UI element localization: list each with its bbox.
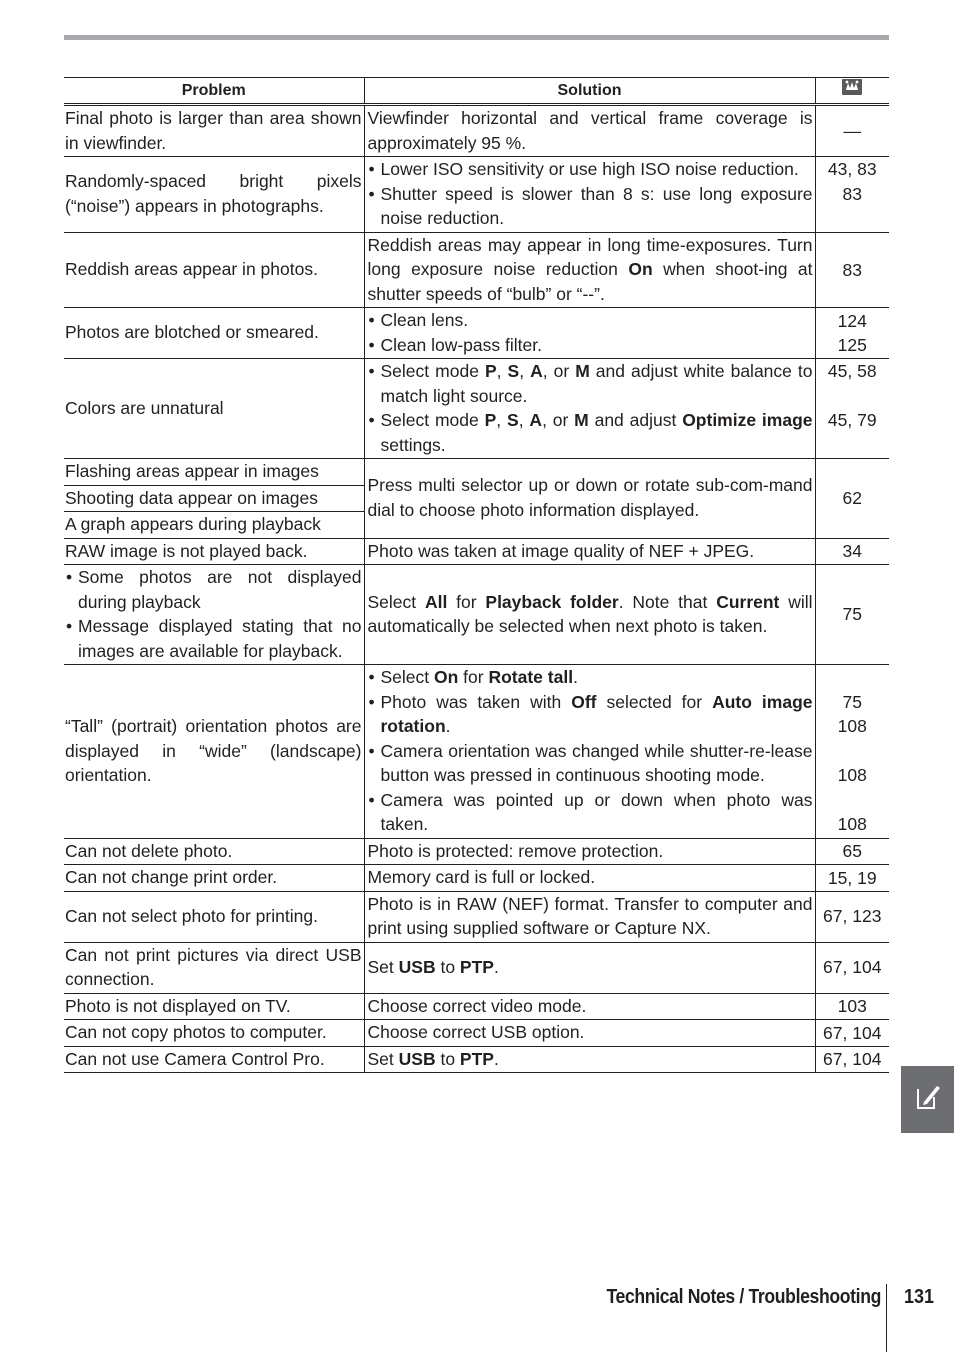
- table-row: [64, 157, 889, 233]
- table-row: [64, 1020, 889, 1047]
- page-ref: 83: [842, 183, 862, 204]
- table-row: [64, 538, 889, 565]
- solution-cell: Photo is in RAW (NEF) format. Transfer to computer and print using supplied software or Capture NX.: [364, 891, 815, 942]
- table-row: [64, 1046, 889, 1073]
- page-cell: [815, 359, 889, 459]
- page-ref: 45, 79: [827, 410, 877, 430]
- solution-cell: [364, 359, 815, 459]
- table-row: [64, 838, 889, 865]
- table-row: [64, 459, 889, 486]
- problem-cell: Can not delete photo.: [64, 838, 364, 865]
- problem-cell: RAW image is not played back.: [64, 538, 364, 565]
- problem-cell: Reddish areas appear in photos.: [64, 232, 364, 308]
- solution-item: • Clean lens.: [368, 308, 813, 333]
- problem-cell: Photo is not displayed on TV.: [64, 993, 364, 1020]
- troubleshooting-table: [64, 77, 889, 1073]
- solution-cell: Photo is protected: remove protection.: [364, 838, 815, 865]
- problem-cell: Flashing areas appear in images: [64, 459, 364, 486]
- page-cell: [815, 665, 889, 839]
- page-cell: 15, 19: [815, 865, 889, 892]
- page-reference-icon: [841, 78, 863, 103]
- solution-item: • Select On for Rotate tall.: [368, 665, 813, 690]
- solution-cell: Set USB to PTP.: [364, 1046, 815, 1073]
- table-header-row: [64, 78, 889, 105]
- table-row: [64, 942, 889, 993]
- solution-cell: Press multi selector up or down or rotate sub-com-mand dial to choose photo information displayed.: [364, 459, 815, 539]
- solution-item: • Camera orientation was changed while shutter-re-lease button was pressed in continuous shooting mode.: [368, 739, 813, 788]
- table-row: [64, 865, 889, 892]
- solution-cell: Viewfinder horizontal and vertical frame coverage is approximately 95 %.: [364, 105, 815, 157]
- header-problem: Problem: [64, 78, 364, 105]
- page-ref: 125: [837, 335, 867, 355]
- page-cell: 67, 123: [815, 891, 889, 942]
- solution-item: • Lower ISO sensitivity or use high ISO noise reduction.: [368, 157, 813, 182]
- solution-item: • Shutter speed is slower than 8 s: use long exposure noise reduction.: [368, 182, 813, 231]
- page-cell: [815, 308, 889, 359]
- page-ref: 75: [842, 691, 862, 712]
- table-row: [64, 665, 889, 839]
- solution-cell: Set USB to PTP.: [364, 942, 815, 993]
- solution-cell: Photo was taken at image quality of NEF + JPEG.: [364, 538, 815, 565]
- solution-cell: Select All for Playback folder. Note that Current will automatically be selected when next photo is taken.: [364, 565, 815, 665]
- problem-cell: Colors are unnatural: [64, 359, 364, 459]
- solution-item: • Camera was pointed up or down when photo was taken.: [368, 788, 813, 837]
- problem-item: • Message displayed stating that no images are available for playback.: [65, 614, 362, 663]
- problem-cell: Can not select photo for printing.: [64, 891, 364, 942]
- problem-cell: Can not copy photos to computer.: [64, 1020, 364, 1047]
- page-cell: 67, 104: [815, 942, 889, 993]
- solution-text: Reddish areas may appear in long time-exposures. Turn long exposure noise reduction: [367, 234, 813, 279]
- solution-item: • Clean low-pass filter.: [368, 333, 813, 358]
- problem-item: • Some photos are not displayed during playback: [65, 565, 362, 614]
- page-cell: 65: [815, 838, 889, 865]
- table-row: [64, 993, 889, 1020]
- section-tab: [901, 1066, 954, 1133]
- top-rule: [64, 35, 889, 40]
- page-cell: 83: [815, 232, 889, 308]
- header-solution: Solution: [364, 78, 815, 105]
- solution-cell: [364, 308, 815, 359]
- problem-cell: Shooting data appear on images: [64, 485, 364, 512]
- problem-cell: Can not use Camera Control Pro.: [64, 1046, 364, 1073]
- page-cell: 67, 104: [815, 1046, 889, 1073]
- solution-cell: [364, 232, 815, 308]
- page-ref: 108: [837, 716, 867, 736]
- solution-bold: On: [628, 259, 653, 279]
- problem-cell: [64, 565, 364, 665]
- page-ref: 108: [837, 765, 867, 785]
- solution-item: • Photo was taken with Off selected for Auto image rotation.: [368, 690, 813, 739]
- solution-item: • Select mode P, S, A, or M and adjust Optimize image settings.: [368, 408, 813, 457]
- table-row: [64, 565, 889, 665]
- problem-cell: Can not change print order.: [64, 865, 364, 892]
- section-title: Technical Notes / Troubleshooting: [606, 1286, 881, 1308]
- page-ref: 124: [837, 310, 867, 331]
- page-number: 131: [904, 1286, 935, 1308]
- table-row: [64, 891, 889, 942]
- page-cell: 67, 104: [815, 1020, 889, 1047]
- solution-cell: [364, 157, 815, 233]
- page-cell: 34: [815, 538, 889, 565]
- problem-cell: A graph appears during playback: [64, 512, 364, 539]
- solution-cell: Choose correct USB option.: [364, 1020, 815, 1047]
- problem-cell: Randomly-spaced bright pixels (“noise”) appears in photographs.: [64, 157, 364, 233]
- pencil-note-icon: [915, 1083, 941, 1116]
- table-row: [64, 359, 889, 459]
- page-cell: —: [815, 105, 889, 157]
- page-ref: 43, 83: [827, 159, 877, 179]
- table-row: [64, 308, 889, 359]
- page-cell: 103: [815, 993, 889, 1020]
- header-page-ref: [815, 78, 889, 105]
- solution-item: • Select mode P, S, A, or M and adjust white balance to match light source.: [368, 359, 813, 408]
- page-ref: 45, 58: [827, 361, 877, 381]
- solution-cell: Choose correct video mode.: [364, 993, 815, 1020]
- table-row: [64, 105, 889, 157]
- page-ref: 108: [837, 814, 867, 834]
- footer-divider: [886, 1284, 887, 1352]
- solution-text: when shoot-ing at shutter speeds of “bulb” or “--”.: [367, 259, 813, 304]
- table-row: [64, 232, 889, 308]
- problem-cell: Photos are blotched or smeared.: [64, 308, 364, 359]
- problem-cell: Can not print pictures via direct USB connection.: [64, 942, 364, 993]
- solution-cell: Memory card is full or locked.: [364, 865, 815, 892]
- page-cell: 75: [815, 565, 889, 665]
- problem-cell: Final photo is larger than area shown in viewfinder.: [64, 105, 364, 157]
- page-cell: 62: [815, 459, 889, 539]
- page-cell: [815, 157, 889, 233]
- problem-cell: “Tall” (portrait) orientation photos are displayed in “wide” (landscape) orientation.: [64, 665, 364, 839]
- solution-cell: [364, 665, 815, 839]
